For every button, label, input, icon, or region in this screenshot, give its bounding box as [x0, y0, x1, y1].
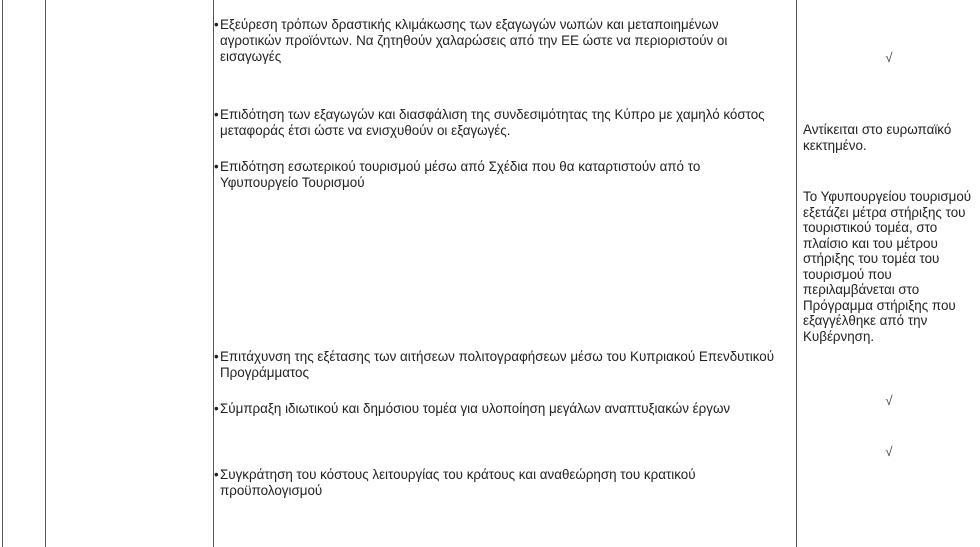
- check-mark-icon: √: [885, 393, 893, 408]
- bullet-icon: •: [214, 107, 219, 122]
- check-mark-icon: √: [885, 444, 893, 459]
- measure-text: Σύμπραξη ιδιωτικού και δημόσιου τομέα για υλοποίηση μεγάλων αναπτυξιακών έργων: [220, 401, 731, 416]
- bullet-icon: •: [214, 17, 219, 32]
- measure-item: [214, 467, 780, 499]
- measure-item: [214, 17, 780, 65]
- bullet-icon: •: [214, 401, 219, 416]
- measure-text: Επιδότηση των εξαγωγών και διασφάλιση της συνδεσιμότητας της Κύπρο με χαμηλό κόστος μεταφοράς έτσι ώστε να ενισχυθούν οι εξαγωγές.: [220, 107, 765, 138]
- bullet-icon: •: [214, 349, 219, 364]
- comment-text: Αντίκειται στο ευρωπαϊκό κεκτημένο.: [803, 122, 952, 153]
- table-border-col1: [45, 0, 46, 547]
- table-border-left: [2, 0, 3, 547]
- measure-text: Επιτάχυνση της εξέτασης των αιτήσεων πολιτογραφήσεων μέσω του Κυπριακού Επενδυτικού Προγράμματος: [220, 349, 775, 380]
- measure-item: [214, 159, 780, 191]
- table-border-col3: [796, 0, 797, 547]
- measure-item: [214, 349, 780, 381]
- comment-text: Το Υφυπουργείου τουρισμού εξετάζει μέτρα στήριξης του τουριστικού τομέα, στο πλαίσιο και του μέτρου στήριξης του τομέα του τουρισμού που περιλαμβάνεται στο Πρόγραμμα στήριξης που εξαγγέλθηκε από την Κυβέρνηση.: [803, 189, 972, 344]
- measure-text: Εξεύρεση τρόπων δραστικής κλιμάκωσης των εξαγωγών νωπών και μεταποιημένων αγροτικών προϊόντων. Να ζητηθούν χαλαρώσεις από την ΕΕ ώστε να περιοριστούν οι εισαγωγές: [220, 17, 728, 64]
- measure-text: Συγκράτηση του κόστους λειτουργίας του κράτους και αναθεώρηση του κρατικού προϋπολογισμού: [220, 467, 696, 498]
- table-border-col2: [213, 0, 214, 547]
- bullet-icon: •: [214, 467, 219, 482]
- check-mark-icon: √: [885, 50, 893, 65]
- bullet-icon: •: [214, 159, 219, 174]
- measure-text: Επιδότηση εσωτερικού τουρισμού μέσω από Σχέδια που θα καταρτιστούν από το Υφυπουργείο Τουρισμού: [220, 159, 701, 190]
- measure-item: [214, 401, 780, 417]
- measure-item: [214, 107, 780, 139]
